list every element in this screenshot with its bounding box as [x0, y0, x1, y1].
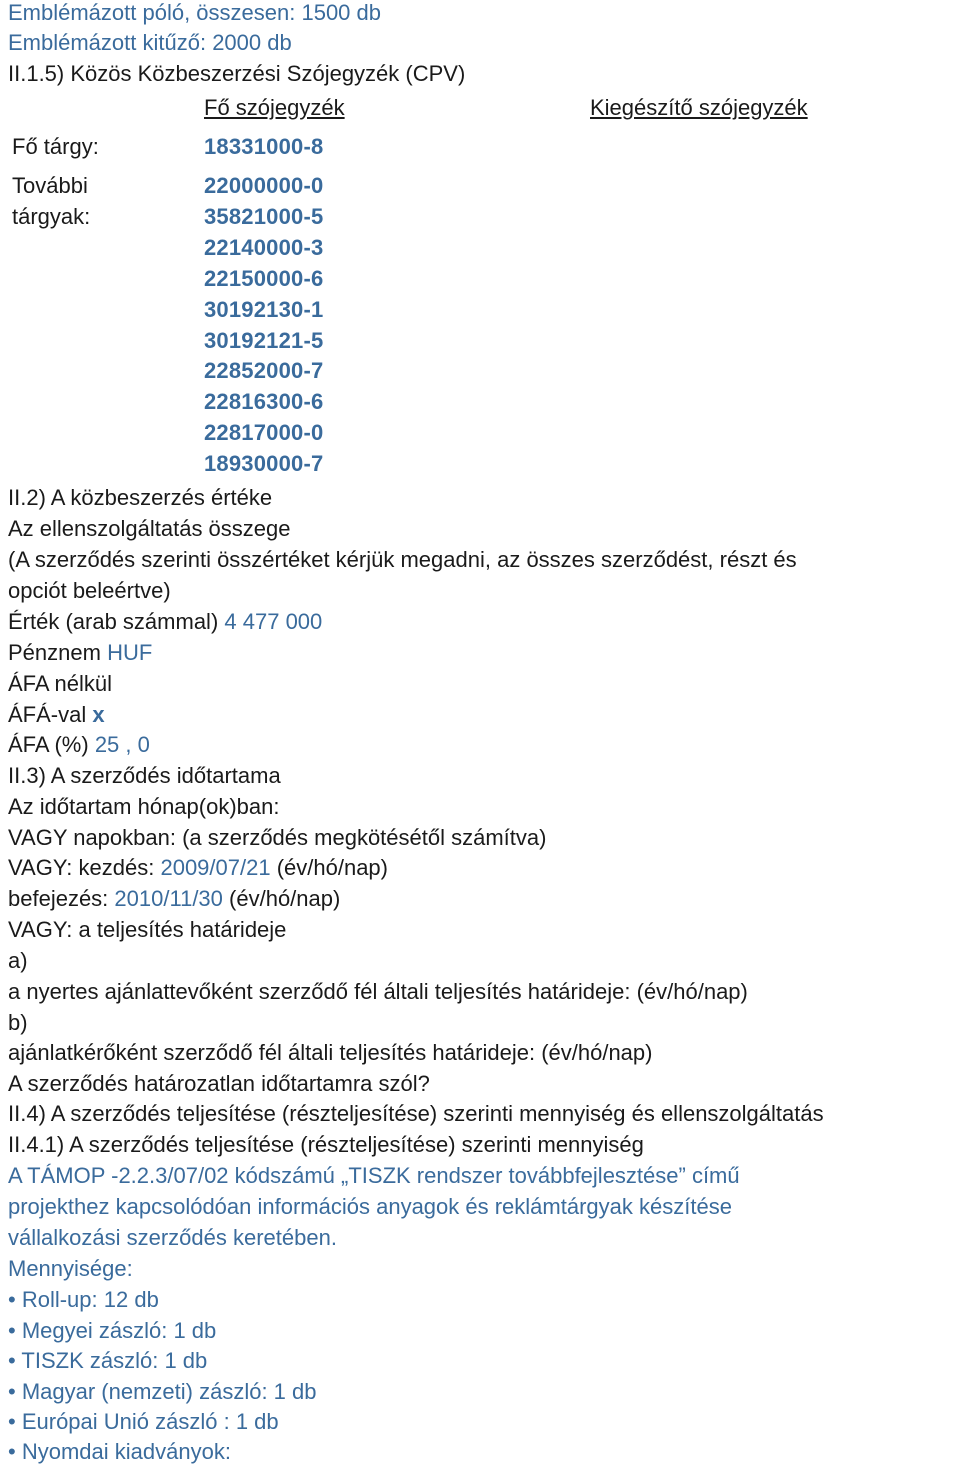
- cpv-other-code: 22817000-0: [204, 420, 324, 445]
- bullet-icon: •: [8, 1439, 16, 1464]
- cpv-other-code: 22150000-6: [204, 266, 324, 291]
- performance-desc-2: projekthez kapcsolódóan információs anyagok és reklámtárgyak készítése: [8, 1194, 732, 1219]
- start-suffix: (év/hó/nap): [276, 855, 388, 880]
- item-b-text: ajánlatkérőként szerződő fél általi teljesítés határideje: (év/hó/nap): [8, 1040, 653, 1065]
- duration-months: Az időtartam hónap(ok)ban:: [8, 794, 280, 819]
- vat-pct-value: 25 , 0: [94, 732, 150, 757]
- cpv-main-header: Fő szójegyzék: [204, 95, 345, 120]
- cpv-other-code: 18930000-7: [204, 451, 324, 476]
- list-item: • Európai Unió zászló : 1 db: [8, 1409, 279, 1434]
- amount-value: 4 477 000: [224, 609, 323, 634]
- list-item: • Magyar (nemzeti) zászló: 1 db: [8, 1379, 317, 1404]
- start-label: VAGY: kezdés:: [8, 855, 155, 880]
- bullet-icon: •: [8, 1409, 16, 1434]
- value-note-1: (A szerződés szerinti összértéket kérjük megadni, az összes szerződést, részt és: [8, 547, 797, 572]
- end-row: [8, 886, 340, 912]
- quantity-label: Mennyisége:: [8, 1256, 133, 1281]
- cpv-other-code: 30192121-5: [204, 328, 324, 353]
- currency-value: HUF: [107, 640, 153, 665]
- start-row: [8, 855, 388, 881]
- bullet-icon: •: [8, 1287, 16, 1312]
- performance-sub: II.4.1) A szerződés teljesítése (részteljesítése) szerinti mennyiség: [8, 1132, 644, 1157]
- item-a-text: a nyertes ajánlattevőként szerződő fél általi teljesítés határideje: (év/hó/nap): [8, 979, 748, 1004]
- performance-desc-3: vállalkozási szerződés keretében.: [8, 1225, 337, 1250]
- duration-heading: II.3) A szerződés időtartama: [8, 763, 281, 788]
- cpv-heading: II.1.5) Közös Közbeszerzési Szójegyzék (CPV): [8, 61, 466, 86]
- item-a: a): [8, 948, 28, 973]
- end-label: befejezés:: [8, 886, 109, 911]
- vat-pct-row: [8, 732, 150, 758]
- cpv-other-code: 22852000-7: [204, 358, 324, 383]
- with-vat-mark: x: [92, 702, 105, 727]
- value-sub: Az ellenszolgáltatás összege: [8, 516, 291, 541]
- intro-line-2: Emblémázott kitűző: 2000 db: [8, 30, 292, 55]
- performance-desc-1: A TÁMOP -2.2.3/07/02 kódszámú „TISZK rendszer továbbfejlesztése” című: [8, 1163, 740, 1188]
- cpv-supp-header: Kiegészítő szójegyzék: [590, 95, 808, 120]
- cpv-other-code: 22000000-0: [204, 173, 324, 198]
- end-date: 2010/11/30: [114, 886, 223, 911]
- currency-label: Pénznem: [8, 640, 101, 665]
- performance-heading: II.4) A szerződés teljesítése (részteljesítése) szerinti mennyiség és ellenszolgáltatás: [8, 1101, 824, 1126]
- with-vat-label: ÁFÁ-val: [8, 702, 87, 727]
- cpv-other-label-1: További: [12, 173, 88, 198]
- bullet-icon: •: [8, 1379, 16, 1404]
- with-vat-row: [8, 702, 105, 728]
- value-note-2: opciót beleértve): [8, 578, 171, 603]
- currency-row: [8, 640, 152, 666]
- amount-label: Érték (arab számmal): [8, 609, 219, 634]
- cpv-main-code: 18331000-8: [204, 134, 324, 159]
- list-item: • Megyei zászló: 1 db: [8, 1318, 217, 1343]
- bullet-icon: •: [8, 1348, 16, 1373]
- end-suffix: (év/hó/nap): [229, 886, 341, 911]
- deadline: VAGY: a teljesítés határideje: [8, 917, 287, 942]
- start-date: 2009/07/21: [160, 855, 271, 880]
- value-heading: II.2) A közbeszerzés értéke: [8, 485, 273, 510]
- list-item: • Nyomdai kiadványok:: [8, 1439, 231, 1464]
- cpv-other-label-2: tárgyak:: [12, 204, 91, 229]
- list-item: • Roll-up: 12 db: [8, 1287, 159, 1312]
- cpv-other-code: 22816300-6: [204, 389, 324, 414]
- indefinite: A szerződés határozatlan időtartamra szól?: [8, 1071, 430, 1096]
- vat-pct-label: ÁFA (%): [8, 732, 89, 757]
- duration-days: VAGY napokban: (a szerződés megkötésétől számítva): [8, 825, 547, 850]
- no-vat: ÁFA nélkül: [8, 671, 112, 696]
- list-item: • TISZK zászló: 1 db: [8, 1348, 208, 1373]
- cpv-main-label: Fő tárgy:: [12, 134, 99, 159]
- intro-line-1: Emblémázott póló, összesen: 1500 db: [8, 0, 382, 25]
- value-amount-row: [8, 609, 322, 635]
- item-b: b): [8, 1010, 28, 1035]
- cpv-other-code: 30192130-1: [204, 297, 324, 322]
- cpv-other-code: 22140000-3: [204, 235, 324, 260]
- bullet-icon: •: [8, 1318, 16, 1343]
- cpv-other-code: 35821000-5: [204, 204, 324, 229]
